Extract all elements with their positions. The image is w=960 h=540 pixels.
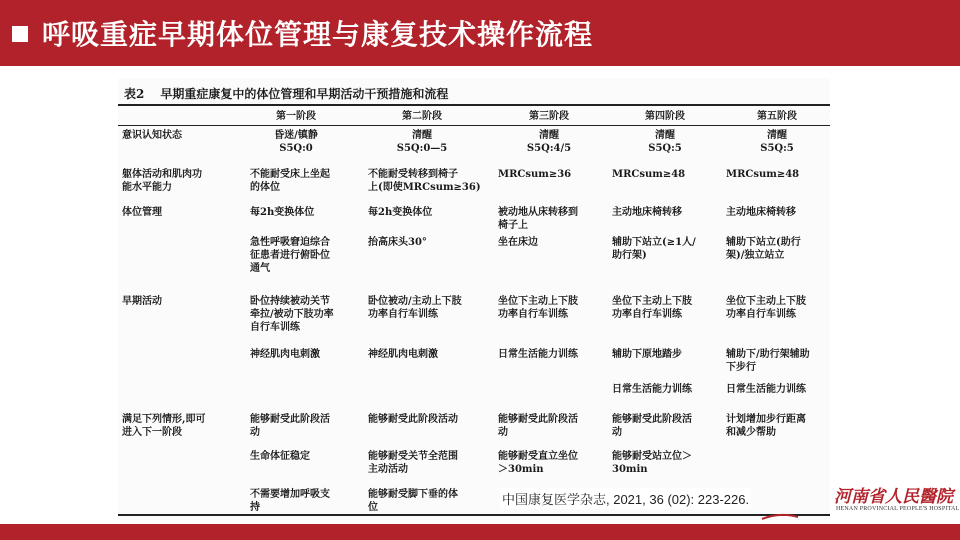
cell-activity-a-stage-1: 卧位持续被动关节 牵拉/被动下肢功率 自行车训练 [250, 296, 334, 333]
cell-activity-c-stage-5: 日常生活能力训练 [726, 384, 806, 395]
hospital-logo-english-name: HENAN PROVINCIAL PEOPLE'S HOSPITAL [836, 506, 960, 512]
table-bottom-rule [118, 514, 830, 516]
cell-muscle-stage-4: MRCsum≥48 [612, 169, 686, 180]
cell-activity-a-stage-3: 坐位下主动上下肢 功率自行车训练 [498, 296, 578, 320]
cell-position-a-stage-2: 每2h变换体位 [368, 207, 433, 218]
column-header-stage-1: 第一阶段 [276, 111, 316, 122]
cell-activity-b-stage-1: 神经肌肉电刺激 [250, 349, 320, 360]
row-label-muscle-function: 躯体活动和肌肉功 能水平能力 [122, 169, 202, 193]
hospital-logo-chinese-name: 河南省人民醫院 [834, 487, 953, 507]
hospital-logo [834, 482, 960, 522]
row-label-advance-criteria: 满足下列情形,即可 进入下一阶段 [122, 414, 206, 438]
slide-title: 呼吸重症早期体位管理与康复技术操作流程 [42, 18, 594, 51]
decorative-swoosh-icon [760, 512, 800, 522]
cell-criteria-b-stage-3: 能够耐受直立坐位 ＞30min [498, 451, 578, 475]
cell-position-a-stage-4: 主动地床椅转移 [612, 207, 682, 218]
cell-position-b-stage-5: 辅助下站立(助行 架)/独立站立 [726, 237, 801, 261]
title-bar [0, 0, 960, 66]
cell-activity-b-stage-5: 辅助下/助行架辅助 下步行 [726, 349, 810, 373]
cell-criteria-a-stage-2: 能够耐受此阶段活动 [368, 414, 458, 425]
table-top-rule [118, 104, 830, 106]
column-header-stage-2: 第二阶段 [402, 111, 442, 122]
cell-criteria-b-stage-4: 能够耐受站立位＞ 30min [612, 451, 692, 475]
column-header-stage-5: 第五阶段 [757, 111, 797, 122]
row-label-early-activity: 早期活动 [122, 296, 162, 307]
cell-position-b-stage-4: 辅助下站立(≥1人/ 助行架) [612, 237, 696, 261]
cell-criteria-c-stage-2: 能够耐受脚下垂的体 位 [368, 489, 458, 513]
cell-activity-c-stage-4: 日常生活能力训练 [612, 384, 692, 395]
cell-criteria-a-stage-4: 能够耐受此阶段活 动 [612, 414, 692, 438]
cell-activity-b-stage-3: 日常生活能力训练 [498, 349, 578, 360]
cell-position-a-stage-1: 每2h变换体位 [250, 207, 315, 218]
scanned-table-document [118, 78, 830, 520]
cell-muscle-stage-3: MRCsum≥36 [498, 169, 572, 180]
cell-consciousness-stage-2: 清醒 S5Q:0—5 [396, 130, 448, 154]
cell-activity-a-stage-5: 坐位下主动上下肢 功率自行车训练 [726, 296, 806, 320]
table-caption-text: 早期重症康复中的体位管理和早期活动干预措施和流程 [160, 87, 449, 101]
cell-criteria-a-stage-5: 计划增加步行距离 和减少帮助 [726, 414, 806, 438]
cell-criteria-b-stage-2: 能够耐受关节全范围 主动活动 [368, 451, 458, 475]
cell-muscle-stage-5: MRCsum≥48 [726, 169, 800, 180]
row-label-position-management: 体位管理 [122, 207, 162, 218]
cell-position-a-stage-3: 被动地从床转移到 椅子上 [498, 207, 578, 231]
cell-muscle-stage-2: 不能耐受转移到椅子 上(即使MRCsum≥36) [368, 169, 481, 193]
table-caption-number: 表2 [124, 87, 145, 101]
cell-consciousness-stage-5: 清醒 S5Q:5 [760, 130, 794, 154]
table-caption [124, 85, 448, 102]
cell-consciousness-stage-4: 清醒 S5Q:5 [648, 130, 682, 154]
cell-consciousness-stage-1: 昏迷/镇静 S5Q:0 [274, 130, 318, 154]
cell-criteria-a-stage-3: 能够耐受此阶段活 动 [498, 414, 578, 438]
column-header-stage-3: 第三阶段 [529, 111, 569, 122]
source-citation: 中国康复医学杂志, 2021, 36 (02): 223-226. [500, 488, 751, 509]
cell-criteria-a-stage-1: 能够耐受此阶段活 动 [250, 414, 330, 438]
cell-activity-a-stage-4: 坐位下主动上下肢 功率自行车训练 [612, 296, 692, 320]
bullet-square-icon [12, 26, 28, 42]
cell-position-b-stage-1: 急性呼吸窘迫综合 征患者进行俯卧位 通气 [250, 237, 330, 274]
cell-criteria-c-stage-1: 不需要增加呼吸支 持 [250, 489, 330, 513]
table-header-rule [118, 125, 830, 126]
column-header-stage-4: 第四阶段 [645, 111, 685, 122]
row-label-consciousness: 意识认知状态 [122, 130, 182, 141]
cell-criteria-b-stage-1: 生命体征稳定 [250, 451, 310, 462]
cell-activity-b-stage-2: 神经肌肉电刺激 [368, 349, 438, 360]
cell-consciousness-stage-3: 清醒 S5Q:4/5 [526, 130, 572, 154]
cell-activity-b-stage-4: 辅助下原地踏步 [612, 349, 682, 360]
cell-position-a-stage-5: 主动地床椅转移 [726, 207, 796, 218]
cell-position-b-stage-2: 抬高床头30° [368, 237, 427, 248]
cell-activity-a-stage-2: 卧位被动/主动上下肢 功率自行车训练 [368, 296, 462, 320]
cell-muscle-stage-1: 不能耐受床上坐起 的体位 [250, 169, 330, 193]
footer-bar [0, 524, 960, 540]
cell-position-b-stage-3: 坐在床边 [498, 237, 538, 248]
